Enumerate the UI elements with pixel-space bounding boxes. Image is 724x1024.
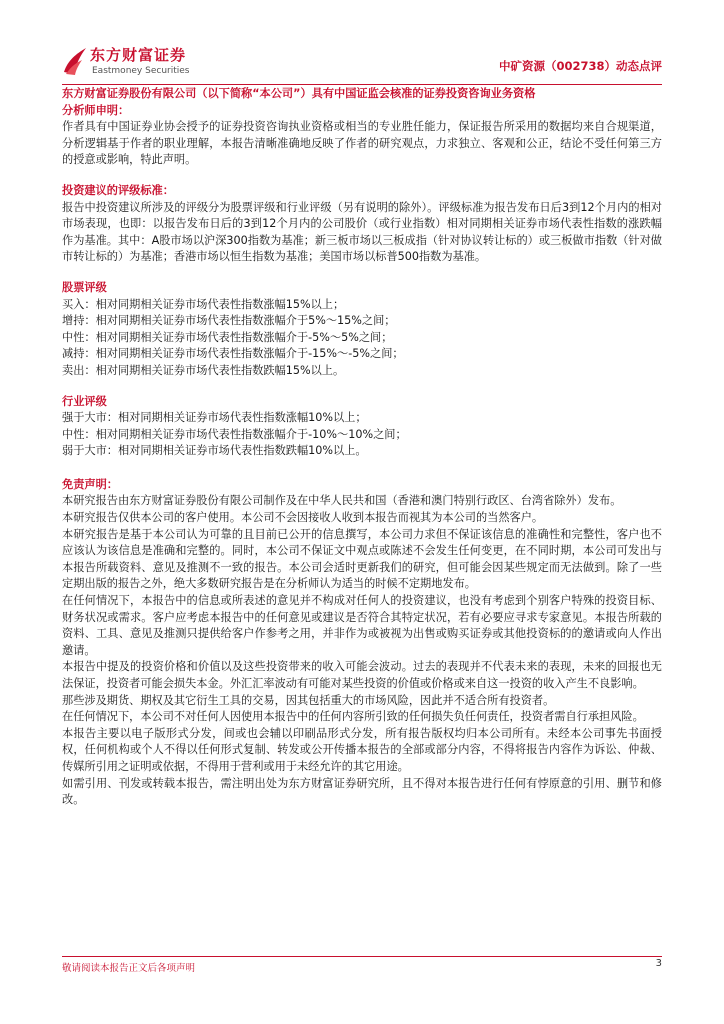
stock-rating-title: 股票评级 — [62, 280, 107, 294]
rating-standard-body: 报告中投资建议所涉及的评级分为股票评级和行业评级（另有说明的除外）。评级标准为报告发布日后3到12个月内的相对市场表现，也即：以报告发布日后的3到12个月内的公司股价（或行业指数）相对同期相关证券市场代表性指数的涨跌幅作为基准。其中：A股市场以沪深300指数为基准；新三板市场以三板成指（针对协议转让标的）或三板做市指数（针对做市转让标的）为基准；香港市场以恒生指数为基准；美国市场以标普500指数为基准。 — [62, 200, 662, 264]
industry-rating-title: 行业评级 — [62, 394, 107, 408]
company-qualification: 东方财富证券股份有限公司（以下简称“本公司”）具有中国证监会核准的证券投资咨询业务资格 — [62, 87, 536, 100]
document-body — [62, 86, 662, 809]
industry-rating-item: 弱于大市：相对同期相关证券市场代表性指数跌幅10%以上。 — [62, 444, 367, 458]
disclaimer-paragraph: 如需引用、刊发或转载本报告，需注明出处为东方财富证券研究所，且不得对本报告进行任何有悖原意的引用、删节和修改。 — [62, 776, 662, 807]
stock-rating-item: 中性：相对同期相关证券市场代表性指数涨幅介于-5%～5%之间； — [62, 330, 393, 344]
industry-rating-item: 中性：相对同期相关证券市场代表性指数涨幅介于-10%～10%之间； — [62, 427, 407, 441]
stock-rating-item: 增持：相对同期相关证券市场代表性指数涨幅介于5%～15%之间； — [62, 314, 396, 328]
rating-standard-title: 投资建议的评级标准： — [62, 183, 174, 197]
analyst-declaration-body: 作者具有中国证券业协会授予的证券投资咨询执业资格或相当的专业胜任能力，保证报告所采用的数据均来自合规渠道，分析逻辑基于作者的职业理解，本报告清晰准确地反映了作者的研究观点，力求独立、客观和公正，结论不受任何第三方的授意或影响，特此声明。 — [62, 120, 662, 167]
footer-divider — [62, 956, 662, 957]
logo-text-en: Eastmoney Securities — [92, 66, 190, 76]
industry-rating-item: 强于大市：相对同期相关证券市场代表性指数涨幅10%以上； — [62, 411, 367, 425]
disclaimer-paragraph: 本报告中提及的投资价格和价值以及这些投资带来的收入可能会波动。过去的表现并不代表未来的表现，未来的回报也无法保证，投资者可能会损失本金。外汇汇率波动有可能对某些投资的价值或价格或来自这一投资的收入产生不良影响。 — [62, 660, 662, 690]
disclaimer-paragraph: 那些涉及期货、期权及其它衍生工具的交易，因其包括重大的市场风险，因此并不适合所有投资者。 — [62, 693, 555, 707]
disclaimer-paragraph: 在任何情况下，本公司不对任何人因使用本报告中的任何内容所引致的任何损失负任何责任，投资者需自行承担风险。 — [62, 710, 644, 724]
stock-rating-item: 卖出：相对同期相关证券市场代表性指数跌幅15%以上。 — [62, 363, 345, 377]
disclaimer-title: 免责声明： — [62, 477, 118, 491]
disclaimer-paragraph: 本研究报告是基于本公司认为可靠的且目前已公开的信息撰写，本公司力求但不保证该信息的准确性和完整性，客户也不应该认为该信息是准确和完整的。同时，本公司不保证文中观点或陈述不会发生任何变更，在不同时期，本公司可发出与本报告所载资料、意见及推测不一致的报告。本公司会适时更新我们的研究，但可能会因某些规定而无法做到。除了一些定期出版的报告之外，绝大多数研究报告是在分析师认为适当的时候不定期地发布。 — [62, 527, 662, 591]
eastmoney-logo-icon — [62, 46, 88, 76]
stock-rating-item: 减持：相对同期相关证券市场代表性指数涨幅介于-15%～-5%之间； — [62, 347, 404, 361]
page-number: 3 — [655, 958, 662, 969]
disclaimer-paragraph: 本研究报告仅供本公司的客户使用。本公司不会因接收人收到本报告而视其为本公司的当然客户。 — [62, 511, 544, 525]
disclaimer-paragraph: 本研究报告由东方财富证券股份有限公司制作及在中华人民共和国（香港和澳门特别行政区、台湾省除外）发布。 — [62, 494, 622, 508]
stock-rating-item: 买入：相对同期相关证券市场代表性指数涨幅15%以上； — [62, 297, 345, 311]
disclaimer-paragraph: 在任何情况下，本报告中的信息或所表述的意见并不构成对任何人的投资建议，也没有考虑到个别客户特殊的投资目标、财务状况或需求。客户应考虑本报告中的任何意见或建议是否符合其特定状况，若有必要应寻求专家意见。本报告所载的资料、工具、意见及推测只提供给客户作参考之用，并非作为或被视为出售或购买证券或其他投资标的的邀请或向人作出邀请。 — [62, 594, 662, 657]
analyst-declaration-title: 分析师申明： — [62, 103, 130, 117]
disclaimer-paragraph: 本报告主要以电子版形式分发，间或也会辅以印刷品形式分发，所有报告版权均归本公司所有。未经本公司事先书面授权，任何机构或个人不得以任何形式复制、转发或公开传播本报告的全部或部分内容，不得将报告内容作为诉讼、仲裁、传媒所引用之证明或依据，不得用于营利或用于未经允许的其它用途。 — [62, 726, 662, 773]
footer-notice: 敬请阅读本报告正文后各项声明 — [62, 963, 196, 974]
page-header — [62, 44, 662, 84]
header-divider — [62, 84, 662, 85]
logo-text-cn: 东方财富证券 — [90, 46, 187, 64]
report-tag: 中矿资源（002738）动态点评 — [498, 59, 662, 73]
